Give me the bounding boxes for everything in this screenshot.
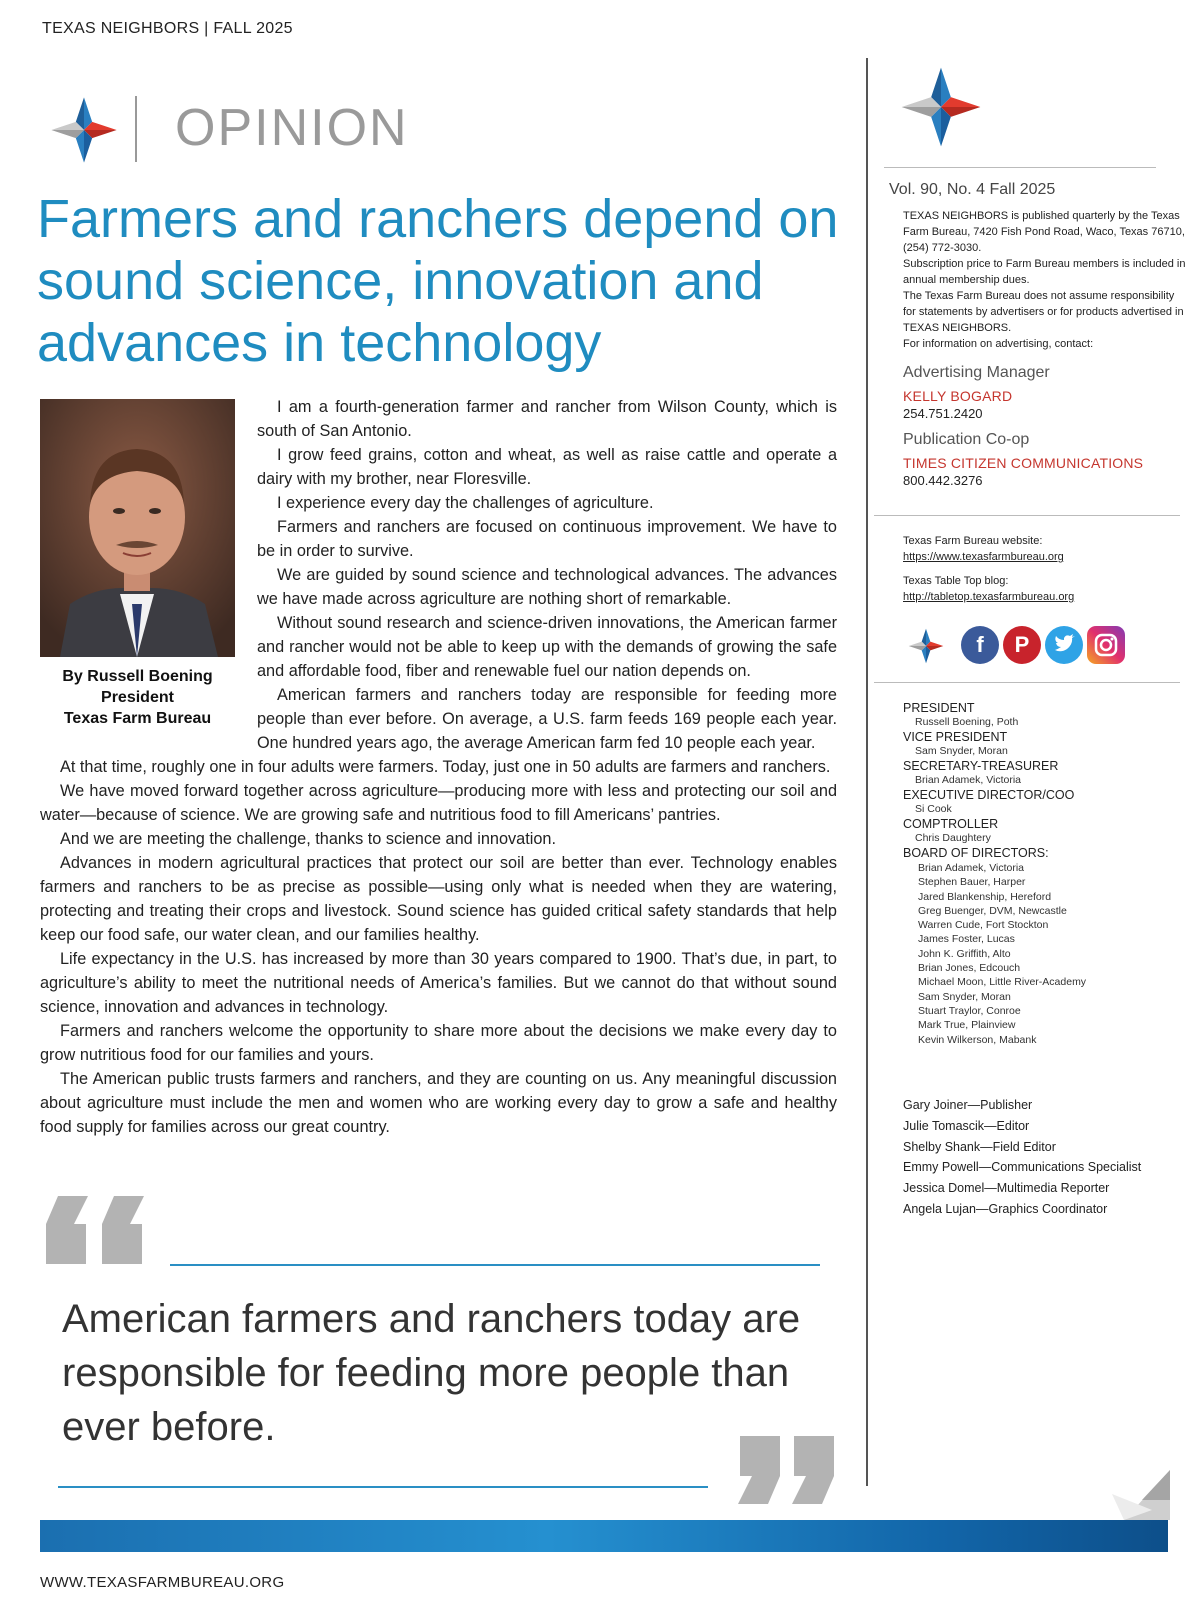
officer-title: COMPTROLLER [903, 817, 999, 831]
footer-bar [40, 1520, 1168, 1552]
farm-bureau-star-icon[interactable] [908, 628, 944, 664]
board-member: John K. Griffith, Alto [918, 947, 1011, 960]
board-member: James Foster, Lucas [918, 933, 1015, 946]
column-divider [866, 58, 868, 1486]
advertising-contact-name: KELLY BOGARD [903, 388, 1013, 404]
author-name: By Russell Boening [62, 668, 213, 685]
author-org: Texas Farm Bureau [63, 710, 212, 727]
staff-list [903, 1095, 1141, 1220]
social-links [908, 624, 1128, 666]
pub-info-line: Subscription price to Farm Bureau members is included in annual membership dues. [903, 258, 1186, 286]
article-paragraph: I am a fourth-generation farmer and rancher from Wilson County, which is south of San Antonio. [257, 398, 837, 440]
article-body [40, 395, 837, 1139]
sidebar-rule [884, 167, 1156, 168]
officer-title: SECRETARY-TREASURER [903, 759, 1059, 773]
board-member: Mark True, Plainview [918, 1019, 1016, 1032]
footer-website[interactable]: WWW.TEXASFARMBUREAU.ORG [40, 1574, 285, 1591]
facebook-icon[interactable]: f [961, 626, 999, 664]
board-member: Sam Snyder, Moran [918, 990, 1011, 1003]
article-paragraph: Without sound research and science-driven innovations, the American farmer and rancher would not be able to keep up with the demands of growing the safe and affordable food, fiber and renewable fuel our nation depends on. [257, 614, 837, 680]
board-member: Kevin Wilkerson, Mabank [918, 1033, 1037, 1046]
publication-header: TEXAS NEIGHBORS | FALL 2025 [42, 20, 293, 37]
sidebar-rule [874, 515, 1180, 516]
coop-name: TIMES CITIZEN COMMUNICATIONS [903, 455, 1144, 471]
author-title: President [101, 689, 174, 706]
officers-list [903, 700, 1193, 1047]
staff-member: Angela Lujan—Graphics Coordinator [903, 1201, 1108, 1216]
coop-phone: 800.442.3276 [903, 473, 983, 488]
board-member: Warren Cude, Fort Stockton [918, 919, 1049, 932]
pub-info-line: TEXAS NEIGHBORS is published quarterly by the Texas Farm Bureau, 7420 Fish Pond Road, Waco, Texas 76710, (254) 772-3030. [903, 210, 1185, 254]
advertising-phone: 254.751.2420 [903, 406, 983, 421]
article-paragraph: We are guided by sound science and technological advances. The advances we have made across agriculture are nothing short of remarkable. [257, 566, 837, 608]
article-paragraph: Life expectancy in the U.S. has increased by more than 30 years compared to 1900. That’s due, in part, to agriculture’s ability to meet the nutritional needs of America’s families. But we cannot do that without sound science, innovation and advances in technology. [40, 950, 837, 1016]
blog-label: Texas Table Top blog: [903, 575, 1009, 587]
instagram-icon[interactable] [1087, 626, 1125, 664]
article-paragraph: And we are meeting the challenge, thanks to science and innovation. [60, 830, 556, 848]
quote-rule-bottom [58, 1486, 708, 1488]
coop-title: Publication Co-op [903, 431, 1030, 448]
staff-member: Jessica Domel—Multimedia Reporter [903, 1181, 1110, 1196]
twitter-icon[interactable] [1045, 626, 1083, 664]
article-paragraph: Advances in modern agricultural practices that protect our soil are better than ever. Technology enables farmers and ranchers to be as precise as possible—using only what is needed when they are watering, protecting and treating their crops and livestock. Sound science has guided critical safety standards that help keep our food safe, our water clean, and our families healthy. [40, 854, 837, 944]
officer-name: Si Cook [915, 803, 952, 815]
board-member: Greg Buenger, DVM, Newcastle [918, 904, 1067, 917]
article-paragraph: The American public trusts farmers and ranchers, and they are counting on us. Any meaningful discussion about agriculture must include the men and women who are working every day to grow a safe and healthy food supply for families across our great country. [40, 1070, 837, 1136]
article-paragraph: Farmers and ranchers are focused on continuous improvement. We have to be in order to survive. [257, 518, 837, 560]
pub-info-line: The Texas Farm Bureau does not assume responsibility for statements by advertisers or for products advertised in TEXAS NEIGHBORS. [903, 290, 1184, 334]
publication-info [903, 208, 1188, 352]
officer-name: Chris Daughtery [915, 832, 991, 844]
open-quote-icon [44, 1196, 148, 1264]
staff-member: Shelby Shank—Field Editor [903, 1139, 1056, 1154]
article-paragraph: American farmers and ranchers today are responsible for feeding more people than ever before. On average, a U.S. farm feeds 169 people each year. One hundred years ago, the average American farm fed 10 people each year. [257, 686, 837, 752]
article-paragraph: At that time, roughly one in four adults were farmers. Today, just one in 50 adults are farmers and ranchers. [60, 758, 831, 776]
article-paragraph: We have moved forward together across agriculture—producing more with less and protecting our soil and water—because of science. We are growing safe and nutritious food to fill Americans’ pantries. [40, 782, 837, 824]
officer-name: Brian Adamek, Victoria [915, 774, 1022, 786]
board-member: Stuart Traylor, Conroe [918, 1004, 1021, 1017]
section-divider [135, 96, 137, 162]
close-quote-icon [738, 1436, 838, 1504]
staff-member: Emmy Powell—Communications Specialist [903, 1160, 1142, 1175]
board-member: Stephen Bauer, Harper [918, 876, 1026, 889]
website-label: Texas Farm Bureau website: [903, 535, 1043, 547]
article-paragraph: I experience every day the challenges of agriculture. [277, 494, 654, 512]
blog-link[interactable]: http://tabletop.texasfarmbureau.org [903, 591, 1075, 603]
officer-name: Sam Snyder, Moran [915, 745, 1008, 757]
pub-info-line: For information on advertising, contact: [903, 338, 1094, 350]
officer-name: Russell Boening, Poth [915, 716, 1019, 728]
advertising-title: Advertising Manager [903, 364, 1050, 381]
section-label: OPINION [175, 99, 409, 157]
farm-bureau-star-icon [50, 96, 118, 164]
board-title: BOARD OF DIRECTORS: [903, 846, 1049, 860]
board-member: Brian Adamek, Victoria [918, 862, 1025, 874]
quote-rule-top [170, 1264, 820, 1266]
board-member: Brian Jones, Edcouch [918, 962, 1021, 975]
officer-title: EXECUTIVE DIRECTOR/COO [903, 788, 1075, 802]
staff-member: Julie Tomascik—Editor [903, 1118, 1030, 1133]
article-paragraph: I grow feed grains, cotton and wheat, as well as raise cattle and operate a dairy with my brother, near Floresville. [257, 446, 837, 488]
article-paragraph: Farmers and ranchers welcome the opportunity to share more about the decisions we make every day to grow nutritious food for our families and yours. [40, 1022, 837, 1064]
website-link[interactable]: https://www.texasfarmbureau.org [903, 551, 1064, 563]
farm-bureau-star-icon [900, 66, 982, 148]
volume-label: Vol. 90, No. 4 Fall 2025 [889, 181, 1056, 198]
board-member: Jared Blankenship, Hereford [918, 890, 1052, 903]
board-member: Michael Moon, Little River-Academy [918, 976, 1087, 989]
officer-title: PRESIDENT [903, 701, 975, 715]
article-headline: Farmers and ranchers depend on sound science, innovation and advances in technology [37, 189, 839, 373]
staff-member: Gary Joiner—Publisher [903, 1098, 1033, 1112]
officer-title: VICE PRESIDENT [903, 730, 1008, 744]
pinterest-icon[interactable]: P [1003, 626, 1041, 664]
star-corner-icon [1112, 1470, 1170, 1530]
sidebar-rule [874, 682, 1180, 683]
pull-quote: American farmers and ranchers today are responsible for feeding more people than ever before. [62, 1297, 801, 1449]
